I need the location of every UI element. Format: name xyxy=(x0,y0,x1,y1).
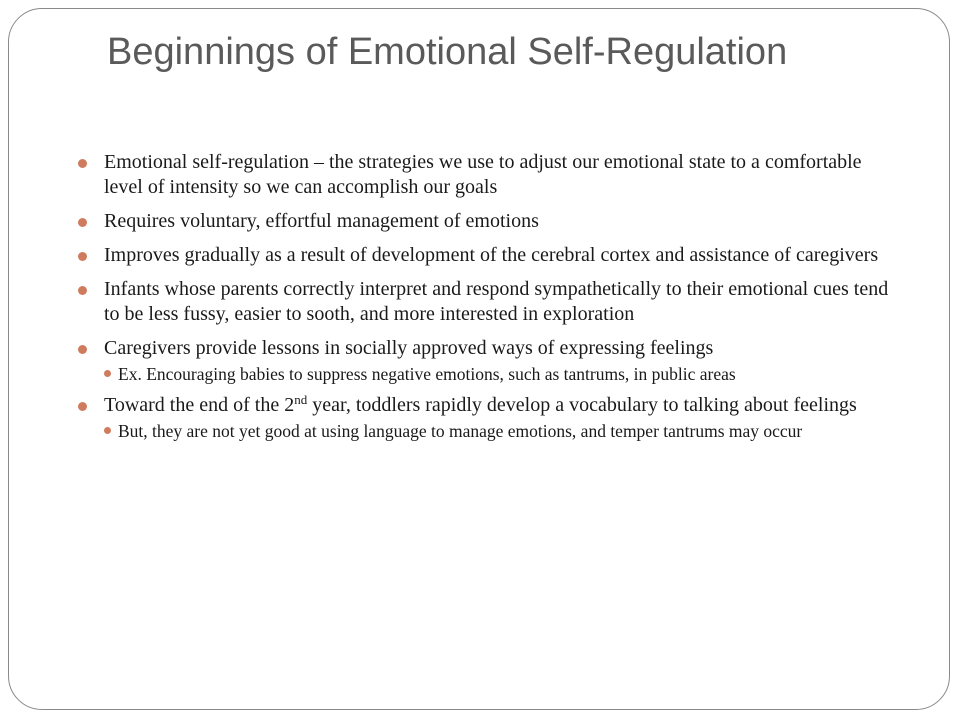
bullet-dot-icon xyxy=(78,218,87,227)
bullet-dot-icon xyxy=(78,402,87,411)
sub-bullet-list xyxy=(104,421,898,441)
bullet-dot-icon xyxy=(104,427,111,434)
sub-bullet-text: But, they are not yet good at using language to manage emotions, and temper tantrums may occur xyxy=(118,421,803,441)
bullet-dot-icon xyxy=(104,370,111,377)
slide-content xyxy=(78,150,898,450)
bullet-item xyxy=(78,243,898,268)
sub-bullet-item xyxy=(104,364,898,384)
bullet-item xyxy=(78,209,898,234)
slide-title: Beginnings of Emotional Self-Regulation xyxy=(107,31,788,73)
bullet-list xyxy=(78,150,898,441)
bullet-text: Improves gradually as a result of development of the cerebral cortex and assistance of caregivers xyxy=(104,244,879,266)
bullet-text: Requires voluntary, effortful management of emotions xyxy=(104,210,539,232)
bullet-item xyxy=(78,150,898,200)
bullet-item xyxy=(78,277,898,327)
bullet-dot-icon xyxy=(78,286,87,295)
sub-bullet-text: Ex. Encouraging babies to suppress negative emotions, such as tantrums, in public areas xyxy=(118,364,736,384)
bullet-text: Infants whose parents correctly interpret and respond sympathetically to their emotional cues tend to be less fussy, easier to sooth, and more interested in exploration xyxy=(104,278,889,325)
bullet-dot-icon xyxy=(78,159,87,168)
bullet-text-part: year, toddlers rapidly develop a vocabulary to talking about feelings xyxy=(307,394,857,416)
bullet-dot-icon xyxy=(78,345,87,354)
bullet-text-part: Toward the end of the 2 xyxy=(104,394,295,416)
bullet-item xyxy=(78,336,898,384)
sub-bullet-list xyxy=(104,364,898,384)
bullet-text xyxy=(104,394,857,416)
ordinal-superscript: nd xyxy=(294,392,308,407)
bullet-item xyxy=(78,393,898,441)
bullet-text: Caregivers provide lessons in socially approved ways of expressing feelings xyxy=(104,337,714,359)
sub-bullet-item xyxy=(104,421,898,441)
bullet-text: Emotional self-regulation – the strategies we use to adjust our emotional state to a comfortable level of intensity so we can accomplish our goals xyxy=(104,151,862,198)
bullet-dot-icon xyxy=(78,252,87,261)
